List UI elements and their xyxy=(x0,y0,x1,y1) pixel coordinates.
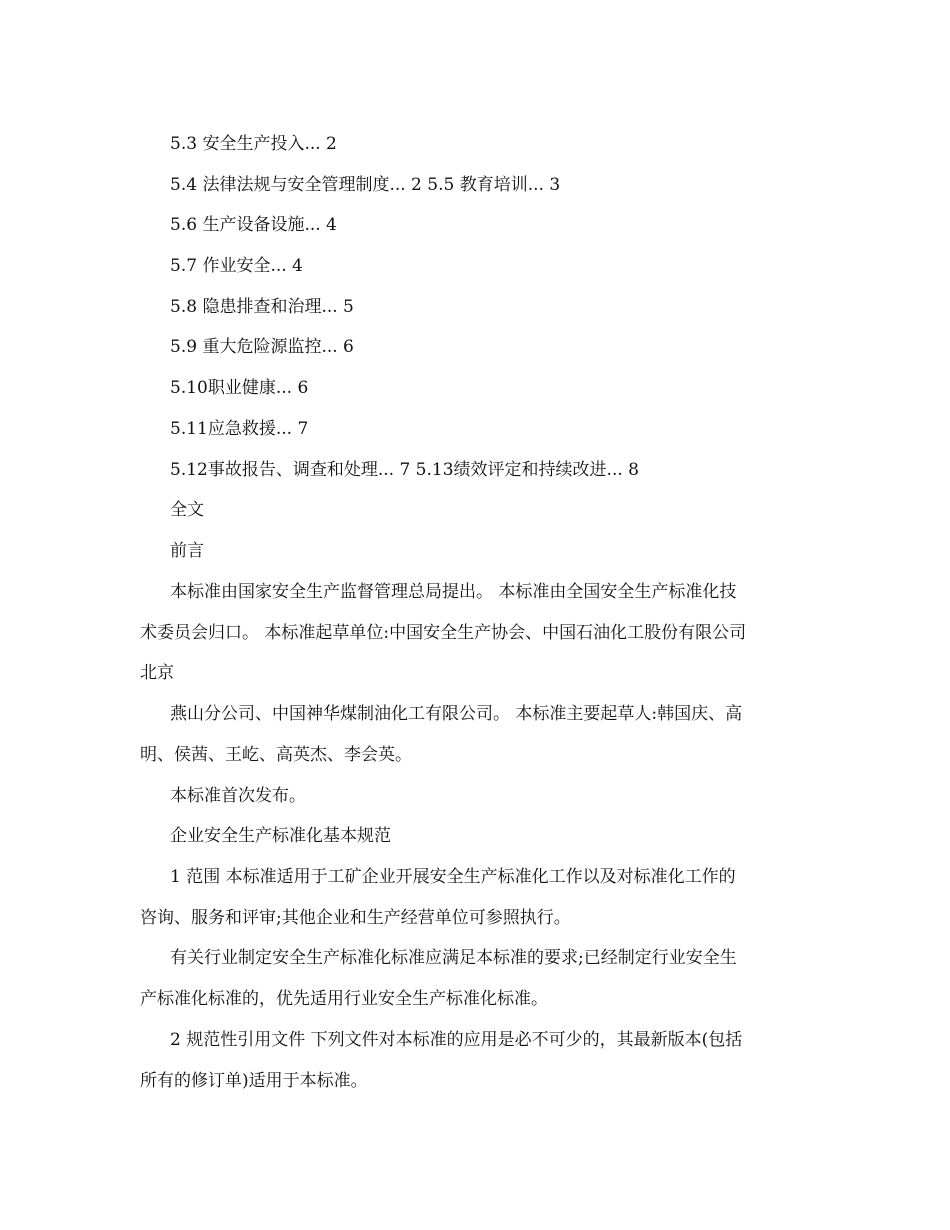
industry-paragraph-line-2: 产标准化标准的，优先适用行业安全生产标准化标准。 xyxy=(140,989,548,1009)
toc-item-5-7: 5.7 作业安全... 4 xyxy=(170,256,303,276)
preface-paragraph-1-line-1: 本标准由国家安全生产监督管理总局提出。 本标准由全国安全生产标准化技 xyxy=(170,582,737,602)
full-text-heading: 全文 xyxy=(170,500,204,520)
toc-item-5-6: 5.6 生产设备设施... 4 xyxy=(170,215,337,235)
preface-heading: 前言 xyxy=(170,541,204,561)
toc-item-5-11: 5.11应急救援... 7 xyxy=(170,419,309,439)
industry-paragraph-line-1: 有关行业制定安全生产标准化标准应满足本标准的要求;已经制定行业安全生 xyxy=(170,948,737,968)
toc-item-5-9: 5.9 重大危险源监控... 6 xyxy=(170,337,354,357)
toc-item-5-10: 5.10职业健康... 6 xyxy=(170,378,309,398)
toc-item-5-4-5-5: 5.4 法律法规与安全管理制度... 2 5.5 教育培训... 3 xyxy=(170,175,561,195)
toc-item-5-3: 5.3 安全生产投入... 2 xyxy=(170,134,337,154)
references-paragraph-line-1: 2 规范性引用文件 下列文件对本标准的应用是必不可少的，其最新版本(包括 xyxy=(170,1030,743,1050)
toc-item-5-12-5-13: 5.12事故报告、调查和处理... 7 5.13绩效评定和持续改进... 8 xyxy=(170,460,639,480)
preface-paragraph-2-line-2: 明、侯茜、王屹、高英杰、李会英。 xyxy=(140,745,412,765)
references-paragraph-line-2: 所有的修订单)适用于本标准。 xyxy=(140,1071,368,1091)
first-release-note: 本标准首次发布。 xyxy=(170,786,306,806)
preface-paragraph-1-line-3: 北京 xyxy=(140,663,174,683)
preface-paragraph-1-line-2: 术委员会归口。 本标准起草单位:中国安全生产协会、中国石油化工股份有限公司 xyxy=(140,623,747,643)
document-title: 企业安全生产标准化基本规范 xyxy=(170,826,391,846)
toc-item-5-8: 5.8 隐患排查和治理... 5 xyxy=(170,297,354,317)
scope-paragraph-line-1: 1 范围 本标准适用于工矿企业开展安全生产标准化工作以及对标准化工作的 xyxy=(170,867,736,887)
preface-paragraph-2-line-1: 燕山分公司、中国神华煤制油化工有限公司。 本标准主要起草人:韩国庆、高 xyxy=(170,704,743,724)
scope-paragraph-line-2: 咨询、服务和评审;其他企业和生产经营单位可参照执行。 xyxy=(140,908,571,928)
